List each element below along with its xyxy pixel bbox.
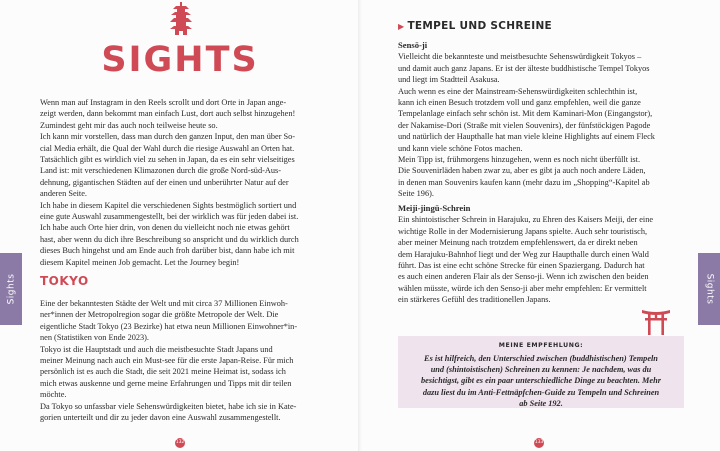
text-line: Ich habe auch Orte hier drin, von denen du vielleicht noch nie etwas gehört bbox=[40, 223, 290, 233]
text-line: cial Media erhält, die Qual der Wahl durch die riesige Auswahl an Orten hat. bbox=[40, 143, 295, 153]
text-line: und kann viele schöne Fotos machen. bbox=[398, 143, 523, 153]
text-line: Mein Tipp ist, frühmorgens hinzugehen, wenn es noch nicht überfüllt ist. bbox=[398, 155, 641, 165]
text-line: der Nakamise-Dori (Straße mit vielen Souvenirs), der fünfstöckigen Pagode bbox=[398, 120, 651, 130]
text-line: in denen man Souvenirs kaufen kann (mehr dazu im „Shopping“-Kapitel ab bbox=[398, 177, 650, 187]
text-line: wichtige Rolle in der Modernisierung Japans spielte. Auch sehr touristisch, bbox=[398, 226, 648, 236]
text-line: nen (Statistiken von Ende 2023). bbox=[40, 333, 149, 343]
text-line: zeigt werden, dann bekommt man einfach Lust, dort auch selbst hinzugehen! bbox=[40, 109, 296, 119]
text-line: und damit auch ganz Japans. Er ist der älteste buddhistische Tempel Tokyos bbox=[398, 63, 650, 73]
side-tab-label: Sights bbox=[6, 273, 17, 305]
meiji-jingu-section bbox=[398, 203, 688, 306]
senso-ji-heading: Sensō-ji bbox=[398, 40, 428, 50]
text-line: dieses Buch hingehst und am Ende auch froh darüber bist, dann habe ich mit bbox=[40, 246, 295, 256]
recommendation-box bbox=[398, 336, 684, 408]
text-line: Ich habe in diesem Kapitel die verschiedenen Sights bestmöglich sortiert und bbox=[40, 200, 297, 210]
text-line: Ein shintoistischer Schrein in Harajuku, zu Ehren des Kaisers Meiji, der eine bbox=[398, 215, 654, 225]
text-line: diesem Kapitel meinen Job gemacht. Let the Journey begin! bbox=[40, 257, 240, 267]
text-line: eine gute Auswahl zusammengestellt, bei der wirklich was für jeden dabei ist. bbox=[40, 212, 299, 222]
text-line: möchte. bbox=[40, 390, 67, 400]
text-line: führt. Das ist eine echt schöne Strecke für einen Spaziergang. Dadurch hat bbox=[398, 261, 645, 271]
recommendation-text bbox=[406, 353, 676, 409]
pagoda-icon bbox=[170, 2, 192, 36]
text-line: Land ist: mit verschiedenen Klimazonen durch die große Nord-süd-Aus- bbox=[40, 166, 282, 176]
text-line: hast, aber wenn du dich ihre Beschreibung so anspricht und du wirklich durch bbox=[40, 234, 299, 244]
text-line: Ich kann mir vorstellen, dass man durch den ganzen Input, den man über So- bbox=[40, 132, 296, 142]
chapter-title: SIGHTS bbox=[101, 40, 259, 80]
text-line: Zumindest geht mir das auch noch teilweise heute so. bbox=[40, 120, 218, 130]
text-line: und (shintoistischen) Schreinen zu kennen: Je nachdem, was du bbox=[430, 365, 652, 375]
city-heading-tokyo: TOKYO bbox=[40, 274, 89, 288]
torii-gate-icon bbox=[642, 307, 670, 335]
text-line: eigentliche Stadt Tokyo (23 Bezirke) hat etwa neun Millionen Einwohner*in- bbox=[40, 321, 298, 331]
text-line: Tempelanlage einfach sehr schön ist. Mit dem Kaminari-Mon (Eingangstor), bbox=[398, 109, 653, 119]
text-line: dazu liest du im Anti-Fettnäpfchen-Guide zu Tempeln und Schreinen bbox=[422, 387, 660, 397]
text-line: anderen Seite. bbox=[40, 189, 87, 199]
tokyo-text bbox=[40, 298, 308, 423]
text-line: mich etwas auskenne und gerne meine Erfahrungen und Tipps mit dir teilen bbox=[40, 378, 292, 388]
text-line: Die Souvenirläden haben zwar zu, aber es gibt ja auch noch andere Läden, bbox=[398, 166, 646, 176]
text-line: Vielleicht die bekannteste und meistbesuchte Sehenswürdigkeit Tokyos – bbox=[398, 52, 642, 62]
text-line: Auch wenn es eine der Mainstream-Sehenswürdigkeiten schlechthin ist, bbox=[398, 86, 638, 96]
page-number-left: 132 bbox=[175, 438, 185, 448]
section-heading-text: TEMPEL UND SCHREINE bbox=[407, 20, 553, 32]
recommendation-title: MEINE EMPFEHLUNG: bbox=[498, 342, 584, 349]
senso-ji-section bbox=[398, 40, 688, 200]
text-line: aber meiner Meinung nach trotzdem empfehlenswert, da er direkt neben bbox=[398, 238, 638, 248]
text-line: Seite 196). bbox=[398, 189, 434, 199]
text-line: dehnung, gigantischen Städten auf der einen und unberührter Natur auf der bbox=[40, 177, 289, 187]
text-line: Es ist hilfreich, den Unterschied zwischen (buddhistischen) Tempeln bbox=[424, 354, 658, 363]
text-line: Da Tokyo so unfassbar viele Sehenswürdigkeiten bietet, habe ich sie in Kate- bbox=[40, 401, 297, 411]
text-line: persönlich ist es auch die Stadt, die seit 2021 meine Heimat ist, sodass ich bbox=[40, 367, 286, 377]
text-line: ner*innen der Metropolregion sogar die größte Metropole der Welt. Die bbox=[40, 310, 279, 320]
meiji-jingu-heading: Meiji-jingū-Schrein bbox=[398, 203, 471, 213]
section-heading bbox=[398, 20, 552, 32]
text-line: ein stärkeres Gefühl des traditionellen Japans. bbox=[398, 295, 551, 305]
text-line: gorien unterteilt und dir zu jeder davon eine Auswahl zusammengestellt. bbox=[40, 413, 281, 423]
text-line: Tokyo ist die Hauptstadt und auch die meistbesuchte Stadt Japans und bbox=[40, 344, 273, 354]
triangle-bullet-icon: ▶ bbox=[398, 22, 405, 31]
text-line: Eine der bekanntesten Städte der Welt und mit circa 37 Millionen Einwoh- bbox=[40, 299, 288, 308]
text-line: meiner Meinung nach auch ein Must-see für die erste Japan-Reise. Für mich bbox=[40, 356, 294, 366]
page-number-right: 133 bbox=[534, 438, 544, 448]
text-line: kann ich einen Besuch trotzdem voll und ganz empfehlen, weil die ganze bbox=[398, 98, 641, 108]
text-line: wählen müsste, würde ich den Senso-ji aber mehr empfehlen: Er vermittelt bbox=[398, 283, 647, 293]
text-line: ab Seite 192. bbox=[519, 398, 563, 408]
book-gutter bbox=[358, 0, 362, 451]
side-tab-sights-left bbox=[0, 253, 22, 325]
text-line: und liegt im Stadtteil Asakusa. bbox=[398, 75, 500, 85]
text-line: besichtigst, gibt es ein paar unterschiedliche Dinge zu beachten. Mehr bbox=[421, 376, 661, 386]
text-line: Tatsächlich gibt es wirklich viel zu sehen in Japan, da es ein sehr vielseitiges bbox=[40, 155, 295, 165]
side-tab-sights-right bbox=[698, 253, 720, 325]
intro-text bbox=[40, 97, 308, 268]
side-tab-label: Sights bbox=[704, 273, 715, 305]
text-line: es auch einen anderen Flair als der Senso-ji. Wenn ich zwischen den beiden bbox=[398, 272, 649, 282]
text-line: und natürlich der Haupthalle hat man viele kleine Highlights auf einem Fleck bbox=[398, 132, 655, 142]
text-line: dem Harajuku-Bahnhof liegt und der Weg zur Haupthalle durch einen Wald bbox=[398, 249, 649, 259]
text-line: Wenn man auf Instagram in den Reels scrollt und dort Orte in Japan ange- bbox=[40, 98, 287, 107]
